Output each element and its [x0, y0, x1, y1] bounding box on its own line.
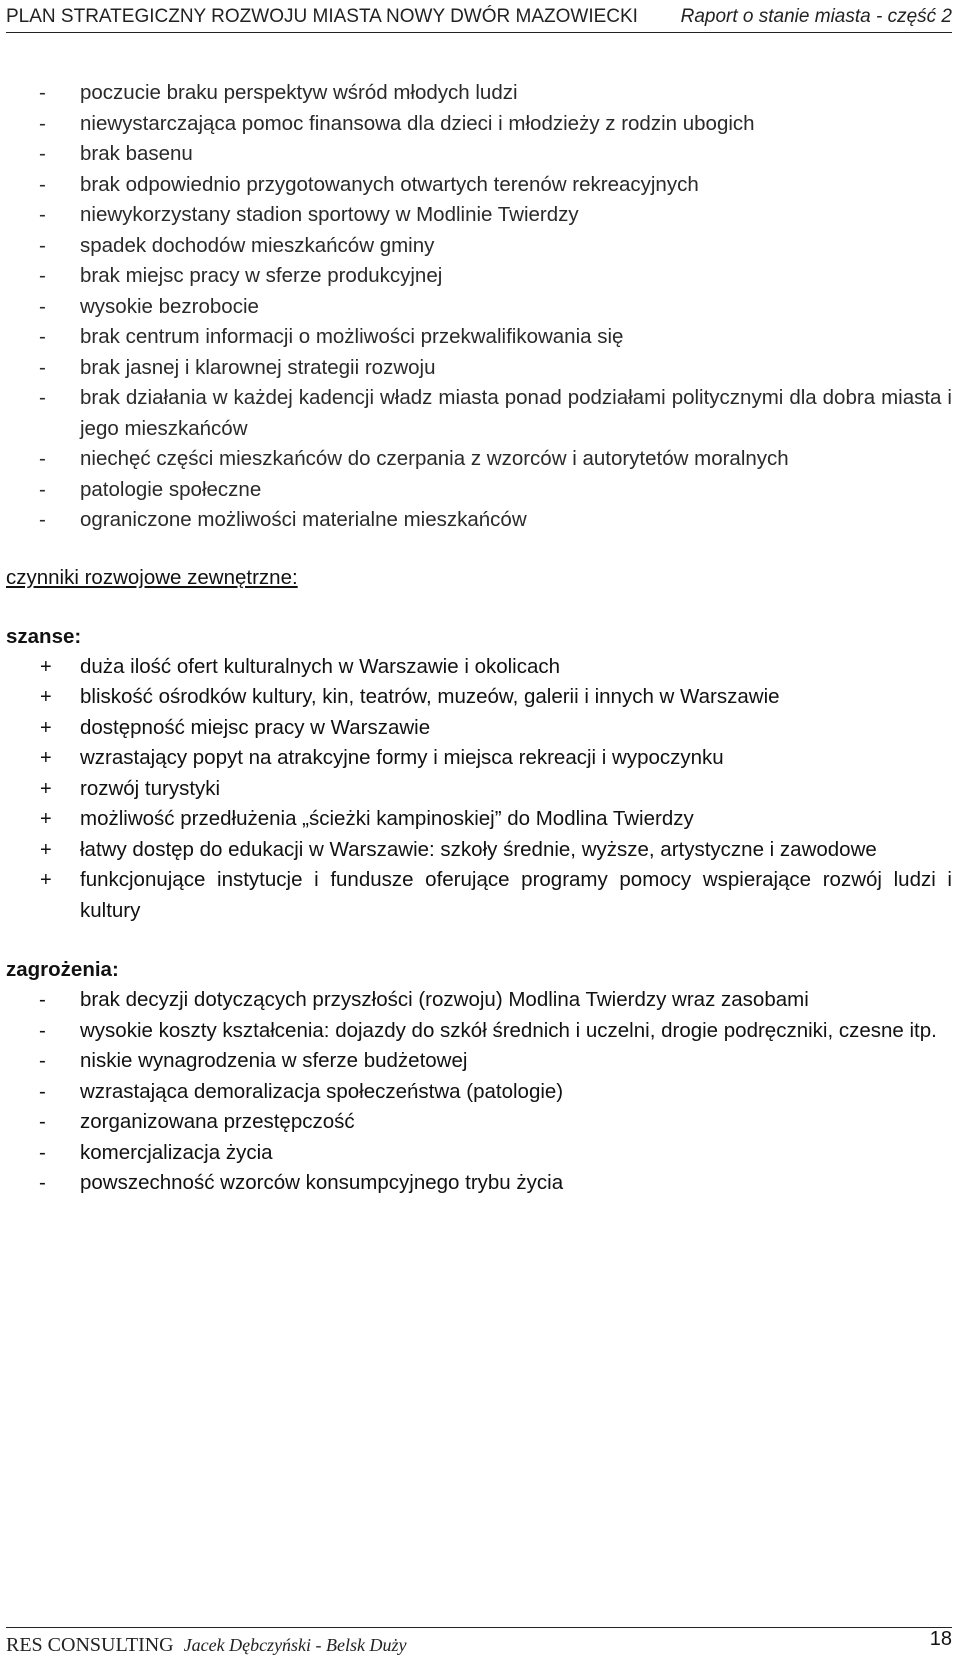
footer-company: RES CONSULTING: [6, 1634, 174, 1656]
document-title: PLAN STRATEGICZNY ROZWOJU MIASTA NOWY DWÓR MAZOWIECKI: [6, 6, 638, 27]
list-item-text: rozwój turystyki: [80, 776, 221, 800]
list-bullet: +: [40, 838, 52, 861]
list-item-text: brak decyzji dotyczących przyszłości (rozwoju) Modlina Twierdzy wraz zasobami: [80, 988, 809, 1011]
list-bullet: -: [39, 233, 46, 257]
list-item: [6, 804, 952, 835]
list-item-text: niskie wynagrodzenia w sferze budżetowej: [80, 1049, 468, 1072]
list-bullet: +: [40, 747, 52, 769]
list-bullet: +: [40, 808, 52, 830]
list-item-text: brak miejsc pracy w sferze produkcyjnej: [80, 264, 443, 287]
list-bullet: +: [40, 869, 52, 891]
list-item-text: niewykorzystany stadion sportowy w Modlinie Twierdzy: [80, 203, 579, 226]
weaknesses-list: [6, 78, 952, 536]
list-item-text: wysokie koszty kształcenia: dojazdy do szkół średnich i uczelni, drogie podręczniki, czesne itp.: [80, 1018, 937, 1042]
list-bullet: -: [39, 1049, 46, 1072]
opportunities-list: [6, 652, 952, 927]
list-item: [6, 109, 952, 140]
list-item-text: możliwość przedłużenia „ścieżki kampinoskiej” do Modlina Twierdzy: [80, 807, 694, 830]
list-item: [6, 322, 952, 353]
list-item: [6, 353, 952, 384]
list-bullet: +: [40, 686, 52, 708]
list-item-text: brak działania w każdej kadencji władz miasta ponad podziałami politycznymi dla dobra miasta i jego mieszkańców: [80, 386, 952, 440]
document-subtitle: Raport o stanie miasta - część 2: [680, 6, 952, 27]
footer-credits: [6, 1634, 407, 1657]
list-item: [6, 713, 952, 744]
list-bullet: -: [39, 386, 46, 409]
list-item: [6, 1016, 952, 1047]
list-item: [6, 383, 952, 444]
list-item-text: spadek dochodów mieszkańców gminy: [80, 233, 435, 257]
list-bullet: -: [39, 477, 46, 501]
external-factors-heading: czynniki rozwojowe zewnętrzne:: [6, 565, 298, 589]
list-item-text: łatwy dostęp do edukacji w Warszawie: szkoły średnie, wyższe, artystyczne i zawodowe: [80, 837, 877, 861]
list-item: [6, 292, 952, 323]
list-item-text: wysokie bezrobocie: [80, 294, 259, 318]
list-bullet: -: [39, 81, 46, 104]
list-item-text: komercjalizacja życia: [80, 1140, 273, 1164]
list-bullet: -: [39, 264, 46, 287]
list-item-text: wzrastający popyt na atrakcyjne formy i miejsca rekreacji i wypoczynku: [80, 746, 724, 769]
list-item-text: brak odpowiednio przygotowanych otwartych terenów rekreacyjnych: [80, 172, 699, 196]
list-bullet: -: [39, 1079, 46, 1103]
list-item-text: ograniczone możliwości materialne mieszkańców: [80, 508, 527, 531]
page-footer: [6, 1627, 952, 1662]
list-item: [6, 1138, 952, 1169]
footer-authors: Jacek Dębczyński - Belsk Duży: [183, 1635, 407, 1655]
list-item: [6, 774, 952, 805]
list-item: [6, 505, 952, 536]
list-bullet: +: [40, 777, 52, 800]
list-item-text: poczucie braku perspektyw wśród młodych ludzi: [80, 81, 518, 104]
list-bullet: -: [39, 294, 46, 318]
list-item: [6, 1046, 952, 1077]
list-bullet: -: [39, 1110, 46, 1133]
list-item-text: patologie społeczne: [80, 477, 262, 501]
list-item-text: powszechność wzorców konsumpcyjnego trybu życia: [80, 1171, 564, 1194]
list-item-text: brak centrum informacji o możliwości przekwalifikowania się: [80, 325, 624, 348]
list-item-text: wzrastająca demoralizacja społeczeństwa (patologie): [80, 1079, 564, 1103]
list-item: [6, 865, 952, 926]
page-content: [6, 78, 952, 1199]
list-bullet: -: [39, 508, 46, 531]
list-item-text: niewystarczająca pomoc finansowa dla dzieci i młodzieży z rodzin ubogich: [80, 111, 755, 135]
list-item-text: bliskość ośrodków kultury, kin, teatrów, muzeów, galerii i innych w Warszawie: [80, 685, 780, 708]
list-item: [6, 652, 952, 683]
list-item: [6, 475, 952, 506]
list-bullet: +: [40, 716, 52, 739]
list-item: [6, 743, 952, 774]
list-bullet: +: [40, 655, 52, 678]
list-item: [6, 261, 952, 292]
list-bullet: -: [39, 1140, 46, 1164]
list-item: [6, 835, 952, 866]
list-item-text: brak basenu: [80, 142, 193, 165]
list-item: [6, 139, 952, 170]
list-bullet: -: [39, 1171, 46, 1194]
threats-title: zagrożenia:: [6, 958, 119, 981]
list-item-text: zorganizowana przestępczość: [80, 1110, 355, 1133]
list-item: [6, 1168, 952, 1199]
list-bullet: -: [39, 111, 46, 135]
list-item: [6, 985, 952, 1016]
list-bullet: -: [39, 325, 46, 348]
list-item-text: niechęć części mieszkańców do czerpania z wzorców i autorytetów moralnych: [80, 447, 789, 470]
list-bullet: -: [39, 142, 46, 165]
list-item: [6, 1077, 952, 1108]
list-item: [6, 170, 952, 201]
threats-list: [6, 985, 952, 1199]
list-bullet: -: [39, 172, 46, 196]
list-item-text: funkcjonujące instytucje i fundusze oferujące programy pomocy wspierające rozwój ludzi i kultury: [80, 868, 952, 922]
list-bullet: -: [39, 1018, 46, 1042]
list-item: [6, 78, 952, 109]
list-bullet: -: [39, 203, 46, 226]
page-header: [6, 2, 952, 33]
list-bullet: -: [39, 355, 46, 379]
page-number: 18: [929, 1628, 952, 1650]
list-item: [6, 444, 952, 475]
list-item: [6, 1107, 952, 1138]
list-item-text: brak jasnej i klarownej strategii rozwoju: [80, 355, 436, 379]
list-item: [6, 682, 952, 713]
list-item-text: duża ilość ofert kulturalnych w Warszawie i okolicach: [80, 654, 561, 678]
list-item-text: dostępność miejsc pracy w Warszawie: [80, 715, 431, 739]
list-bullet: -: [39, 988, 46, 1011]
list-item: [6, 231, 952, 262]
list-item: [6, 200, 952, 231]
list-bullet: -: [39, 447, 46, 470]
opportunities-title: szanse:: [6, 624, 82, 648]
